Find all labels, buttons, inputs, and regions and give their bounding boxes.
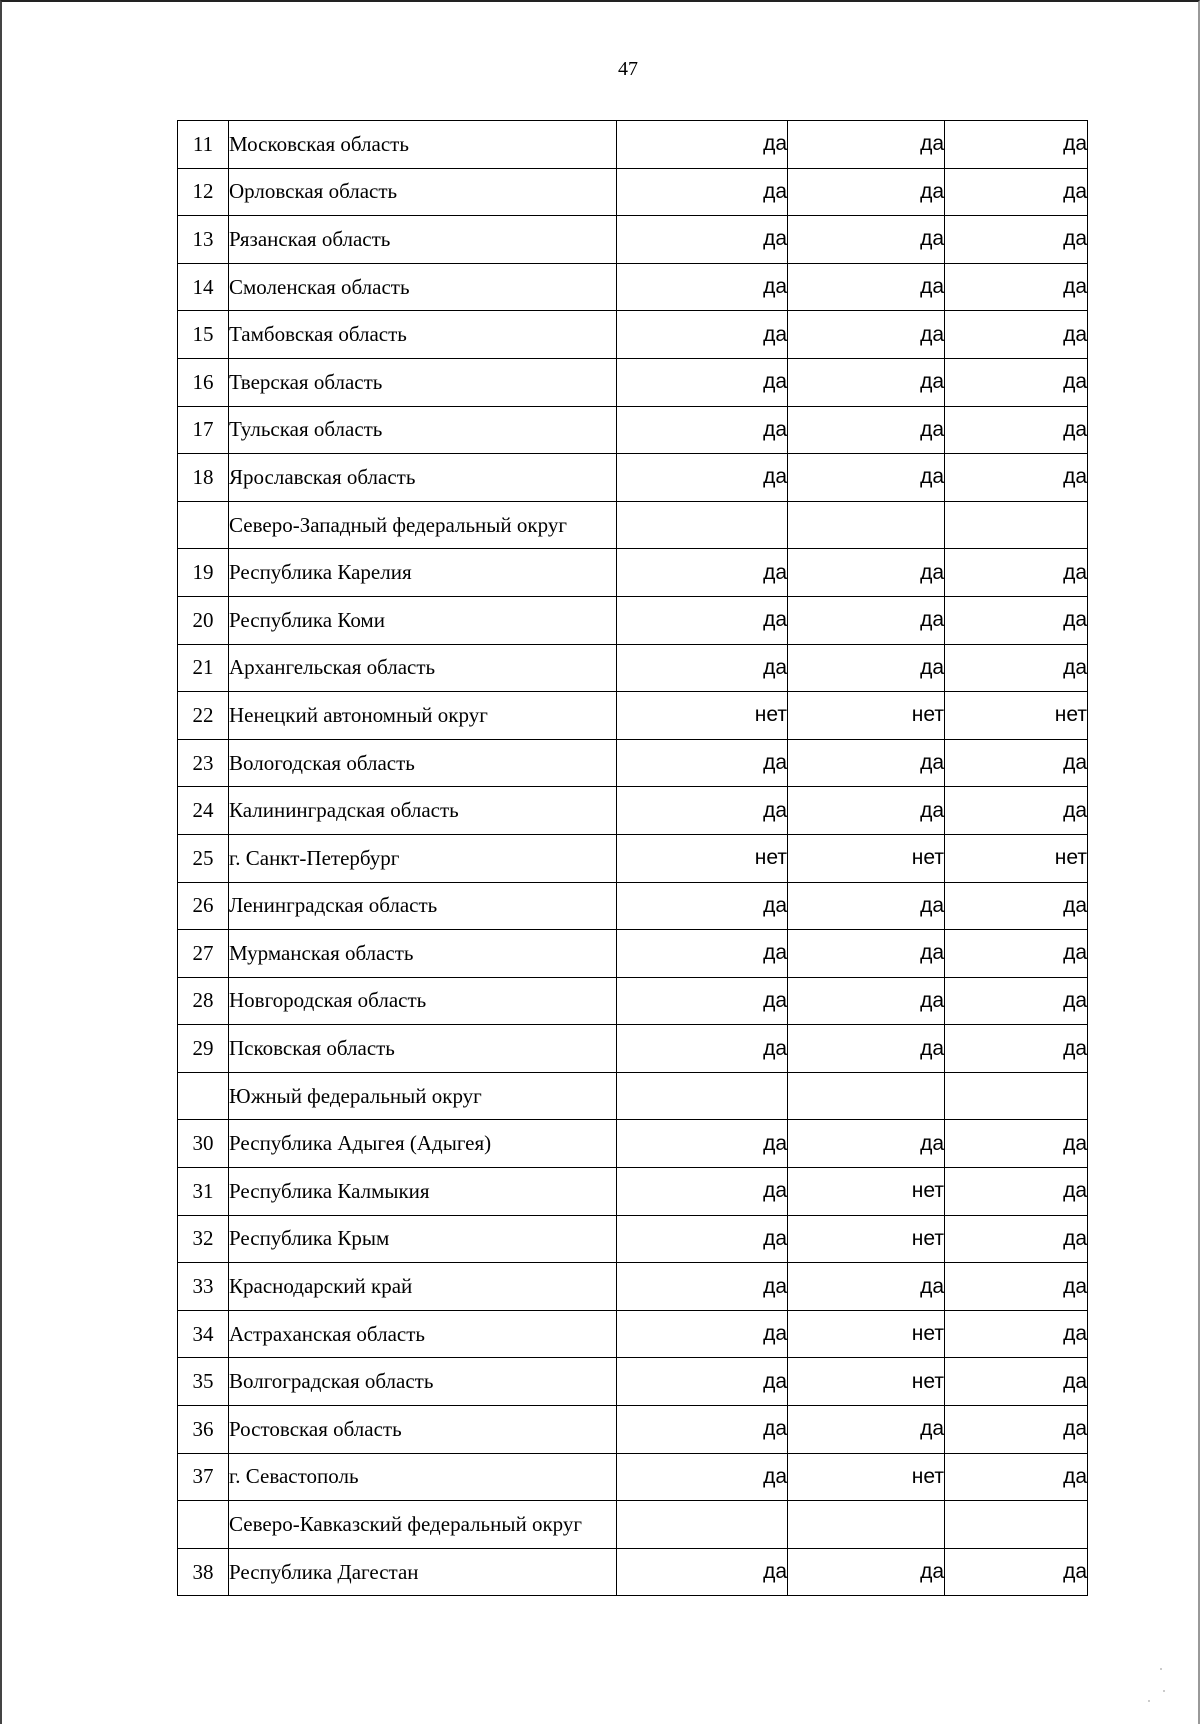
row-number: 13 [178,216,229,264]
value-col-1: нет [617,692,788,740]
row-number: 11 [178,121,229,169]
regions-table-body [178,121,1088,1596]
table-row [178,121,1088,169]
value-col-3: да [945,977,1088,1025]
row-number: 16 [178,358,229,406]
region-name: Ненецкий автономный округ [229,692,617,740]
value-col-2: нет [788,1168,945,1216]
value-col-1: да [617,358,788,406]
value-col-3: да [945,1120,1088,1168]
value-col-2: да [788,168,945,216]
value-col-3: нет [945,692,1088,740]
value-col-3: да [945,168,1088,216]
region-name: Краснодарский край [229,1263,617,1311]
table-row [178,834,1088,882]
section-num-cell [178,1072,229,1120]
region-name: Астраханская область [229,1310,617,1358]
row-number: 20 [178,596,229,644]
value-col-2: нет [788,692,945,740]
region-name: Мурманская область [229,930,617,978]
section-title: Северо-Западный федеральный округ [229,501,617,549]
region-name: Тамбовская область [229,311,617,359]
value-col-2: нет [788,1310,945,1358]
value-col-2: да [788,216,945,264]
row-number: 33 [178,1263,229,1311]
row-number: 36 [178,1406,229,1454]
value-col-2: да [788,549,945,597]
scan-speck [1163,1690,1165,1692]
value-col-1: да [617,930,788,978]
table-row [178,311,1088,359]
region-name: Волгоградская область [229,1358,617,1406]
table-row [178,739,1088,787]
value-col-1: да [617,882,788,930]
value-col-1: да [617,121,788,169]
value-col-1: да [617,549,788,597]
value-col-1: да [617,1548,788,1596]
value-col-1: да [617,216,788,264]
value-col-1: да [617,1453,788,1501]
value-col-2: да [788,1263,945,1311]
value-col-1: да [617,787,788,835]
table-row [178,1406,1088,1454]
section-title: Южный федеральный округ [229,1072,617,1120]
value-col-2: нет [788,1215,945,1263]
table-row [178,692,1088,740]
row-number: 22 [178,692,229,740]
value-col-3: да [945,406,1088,454]
value-col-2: да [788,311,945,359]
region-name: Тульская область [229,406,617,454]
value-col-3: да [945,454,1088,502]
region-name: Архангельская область [229,644,617,692]
row-number: 37 [178,1453,229,1501]
value-col-1: да [617,454,788,502]
page-number: 47 [618,58,638,80]
value-col-1: да [617,263,788,311]
table-row [178,1215,1088,1263]
region-name: Тверская область [229,358,617,406]
region-name: Рязанская область [229,216,617,264]
region-name: Республика Карелия [229,549,617,597]
value-col-3: да [945,644,1088,692]
section-title: Северо-Кавказский федеральный округ [229,1501,617,1549]
value-col-1: да [617,406,788,454]
region-name: Смоленская область [229,263,617,311]
value-col-2: да [788,1548,945,1596]
table-row [178,882,1088,930]
table-row [178,216,1088,264]
row-number: 19 [178,549,229,597]
value-col-2: да [788,644,945,692]
table-row [178,977,1088,1025]
value-col-1: да [617,311,788,359]
value-col-3: да [945,263,1088,311]
value-col-3: да [945,1310,1088,1358]
value-col-1: да [617,1310,788,1358]
value-col-3: да [945,216,1088,264]
section-empty-cell [945,1072,1088,1120]
table-row [178,1263,1088,1311]
region-name: Республика Калмыкия [229,1168,617,1216]
regions-table [177,120,1088,1596]
table-row [178,1548,1088,1596]
value-col-3: да [945,121,1088,169]
value-col-2: да [788,121,945,169]
section-empty-cell [617,1501,788,1549]
value-col-1: да [617,1263,788,1311]
value-col-1: да [617,977,788,1025]
value-col-3: нет [945,834,1088,882]
value-col-3: да [945,549,1088,597]
table-row [178,930,1088,978]
table-row [178,1120,1088,1168]
section-empty-cell [788,501,945,549]
value-col-1: да [617,1120,788,1168]
row-number: 15 [178,311,229,359]
value-col-2: нет [788,1453,945,1501]
table-row [178,549,1088,597]
section-row [178,1501,1088,1549]
region-name: Ярославская область [229,454,617,502]
section-empty-cell [788,1501,945,1549]
value-col-3: да [945,596,1088,644]
value-col-3: да [945,1548,1088,1596]
value-col-1: да [617,1025,788,1073]
value-col-3: да [945,739,1088,787]
region-name: г. Севастополь [229,1453,617,1501]
row-number: 27 [178,930,229,978]
row-number: 38 [178,1548,229,1596]
region-name: Республика Коми [229,596,617,644]
section-empty-cell [945,501,1088,549]
section-row [178,501,1088,549]
section-num-cell [178,501,229,549]
value-col-3: да [945,1406,1088,1454]
value-col-2: нет [788,1358,945,1406]
table-row [178,1025,1088,1073]
value-col-2: нет [788,834,945,882]
region-name: Республика Дагестан [229,1548,617,1596]
table-row [178,644,1088,692]
row-number: 21 [178,644,229,692]
value-col-2: да [788,739,945,787]
region-name: Ленинградская область [229,882,617,930]
table-row [178,1358,1088,1406]
row-number: 32 [178,1215,229,1263]
row-number: 24 [178,787,229,835]
table-row [178,1453,1088,1501]
value-col-1: да [617,1215,788,1263]
value-col-3: да [945,1263,1088,1311]
row-number: 17 [178,406,229,454]
value-col-3: да [945,311,1088,359]
value-col-3: да [945,787,1088,835]
value-col-3: да [945,882,1088,930]
value-col-1: нет [617,834,788,882]
row-number: 25 [178,834,229,882]
value-col-2: да [788,406,945,454]
scan-speck [1148,1700,1150,1702]
section-empty-cell [617,501,788,549]
section-empty-cell [788,1072,945,1120]
value-col-2: да [788,596,945,644]
value-col-3: да [945,930,1088,978]
value-col-3: да [945,1025,1088,1073]
value-col-3: да [945,1215,1088,1263]
value-col-2: да [788,1406,945,1454]
value-col-2: да [788,977,945,1025]
value-col-1: да [617,644,788,692]
value-col-1: да [617,1406,788,1454]
section-empty-cell [617,1072,788,1120]
row-number: 34 [178,1310,229,1358]
row-number: 18 [178,454,229,502]
table-row [178,358,1088,406]
value-col-2: да [788,1025,945,1073]
table-row [178,168,1088,216]
section-row [178,1072,1088,1120]
value-col-2: да [788,930,945,978]
table-row [178,1168,1088,1216]
region-name: Новгородская область [229,977,617,1025]
region-name: Вологодская область [229,739,617,787]
row-number: 30 [178,1120,229,1168]
value-col-2: да [788,1120,945,1168]
region-name: Республика Адыгея (Адыгея) [229,1120,617,1168]
value-col-1: да [617,596,788,644]
value-col-2: да [788,787,945,835]
table-row [178,1310,1088,1358]
region-name: Орловская область [229,168,617,216]
region-name: Ростовская область [229,1406,617,1454]
value-col-3: да [945,1358,1088,1406]
section-empty-cell [945,1501,1088,1549]
value-col-2: да [788,454,945,502]
row-number: 35 [178,1358,229,1406]
value-col-3: да [945,1168,1088,1216]
row-number: 14 [178,263,229,311]
scan-speck [1160,1668,1162,1670]
region-name: г. Санкт-Петербург [229,834,617,882]
region-name: Калининградская область [229,787,617,835]
table-row [178,596,1088,644]
table-row [178,406,1088,454]
row-number: 28 [178,977,229,1025]
row-number: 26 [178,882,229,930]
row-number: 31 [178,1168,229,1216]
table-row [178,454,1088,502]
region-name: Псковская область [229,1025,617,1073]
region-name: Республика Крым [229,1215,617,1263]
table-row [178,787,1088,835]
row-number: 12 [178,168,229,216]
value-col-1: да [617,1168,788,1216]
value-col-2: да [788,882,945,930]
region-name: Московская область [229,121,617,169]
value-col-1: да [617,168,788,216]
value-col-3: да [945,358,1088,406]
value-col-2: да [788,263,945,311]
section-num-cell [178,1501,229,1549]
table-row [178,263,1088,311]
value-col-3: да [945,1453,1088,1501]
value-col-1: да [617,739,788,787]
row-number: 29 [178,1025,229,1073]
value-col-1: да [617,1358,788,1406]
row-number: 23 [178,739,229,787]
value-col-2: да [788,358,945,406]
